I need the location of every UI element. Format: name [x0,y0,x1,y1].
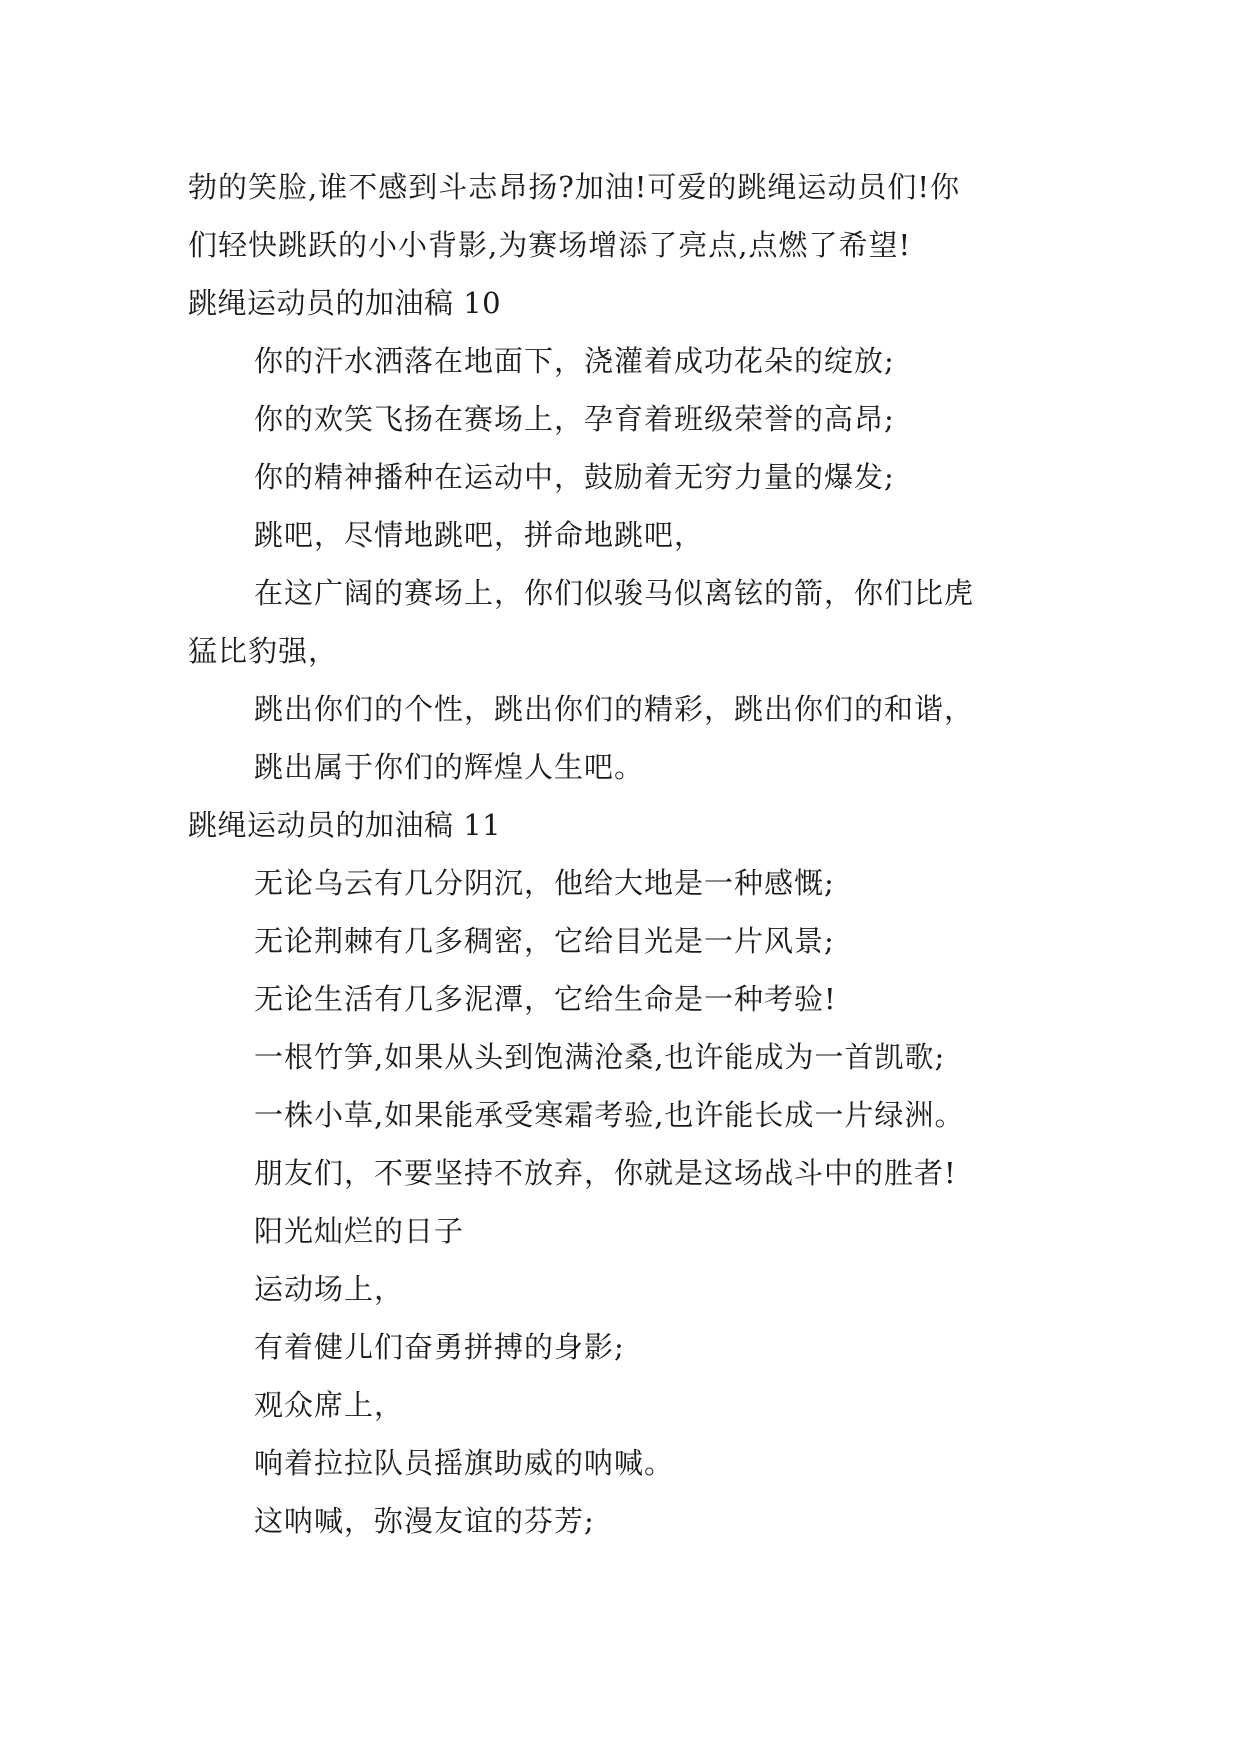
paragraph-line: 响着拉拉队员摇旗助威的呐喊。 [254,1446,675,1480]
paragraph-line: 朋友们，不要坚持不放弃，你就是这场战斗中的胜者! [254,1156,957,1190]
paragraph-line: 勃的笑脸,谁不感到斗志昂扬?加油!可爱的跳绳运动员们!你 [188,170,961,204]
paragraph-line: 猛比豹强， [188,634,339,668]
paragraph-line: 你的欢笑飞扬在赛场上，孕育着班级荣誉的高昂; [254,402,895,436]
paragraph-line: 跳出你们的个性，跳出你们的精彩，跳出你们的和谐， [254,692,975,726]
paragraph-line: 你的精神播种在运动中，鼓励着无穷力量的爆发; [254,460,895,494]
paragraph-line: 这呐喊，弥漫友谊的芬芳; [254,1504,595,1538]
paragraph-line: 运动场上， [254,1272,405,1306]
paragraph-line: 在这广阔的赛场上，你们似骏马似离铉的箭，你们比虎 [254,576,975,610]
paragraph-line: 阳光灿烂的日子 [254,1214,465,1248]
section-heading: 跳绳运动员的加油稿 11 [188,808,502,842]
paragraph-line: 观众席上， [254,1388,405,1422]
paragraph-line: 无论荆棘有几多稠密，它给目光是一片风景; [254,924,835,958]
paragraph-line: 们轻快跳跃的小小背影,为赛场增添了亮点,点燃了希望! [188,228,912,262]
paragraph-line: 有着健儿们奋勇拼搏的身影; [254,1330,625,1364]
paragraph-line: 一根竹笋,如果从头到饱满沧桑,也许能成为一首凯歌; [254,1040,946,1074]
paragraph-line: 一株小草,如果能承受寒霜考验,也许能长成一片绿洲。 [254,1098,965,1132]
paragraph-line: 跳出属于你们的辉煌人生吧。 [254,750,645,784]
paragraph-line: 无论生活有几多泥潭，它给生命是一种考验! [254,982,837,1016]
section-heading: 跳绳运动员的加油稿 10 [188,286,502,320]
paragraph-line: 跳吧，尽情地跳吧，拼命地跳吧， [254,518,705,552]
paragraph-line: 你的汗水洒落在地面下，浇灌着成功花朵的绽放; [254,344,895,378]
paragraph-line: 无论乌云有几分阴沉，他给大地是一种感慨; [254,866,835,900]
